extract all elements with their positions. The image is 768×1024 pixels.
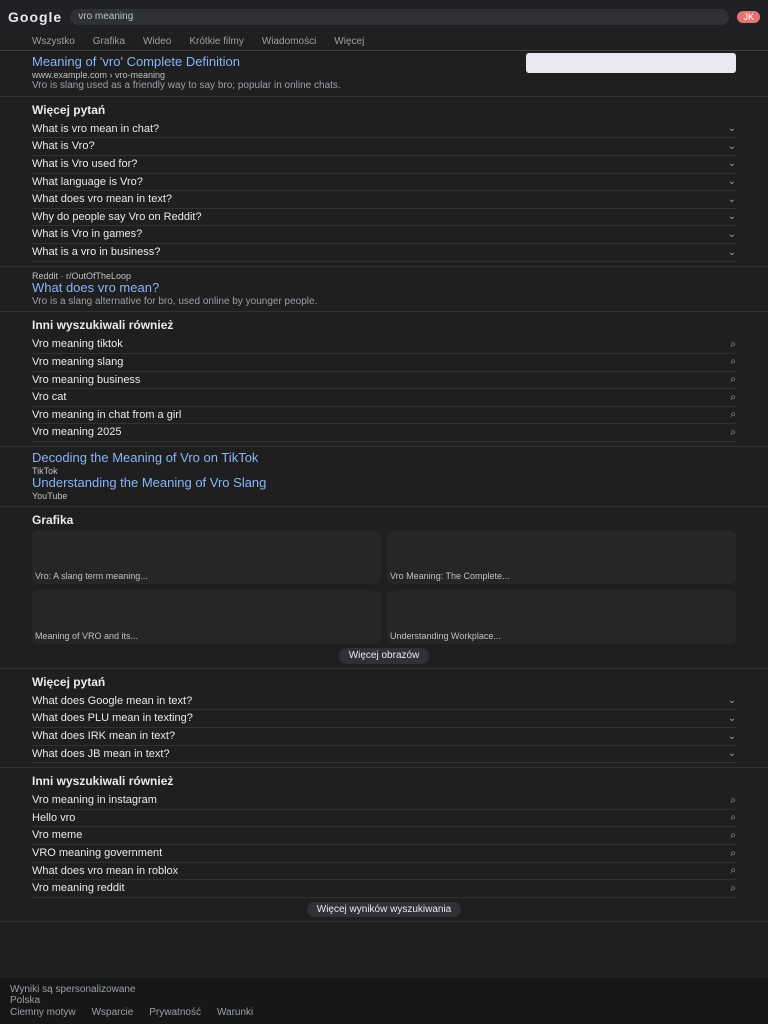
tab-more[interactable]: Więcej (334, 36, 365, 48)
video-title[interactable]: Decoding the Meaning of Vro on TikTok (32, 450, 259, 466)
paa-item[interactable]: Why do people say Vro on Reddit? ⌄ (32, 209, 736, 227)
paa-item[interactable]: What language is Vro? ⌄ (32, 174, 736, 192)
footer-country: Polska (10, 995, 41, 1006)
search-icon: ⌕ (730, 409, 736, 421)
footer-note: Wyniki są spersonalizowane (10, 983, 136, 995)
result-thumbnail[interactable] (526, 53, 736, 73)
paa-item[interactable]: What is vro mean in chat? ⌄ (32, 121, 736, 139)
image-card[interactable]: Understanding Workplace... (387, 590, 736, 644)
result-url[interactable]: www.example.com › vro-meaning (32, 69, 166, 80)
related-item[interactable]: Vro meaning in chat from a girl ⌕ (32, 407, 736, 425)
video-results (0, 447, 768, 507)
chevron-down-icon: ⌄ (727, 712, 736, 724)
tab-news[interactable]: Wiadomości (261, 36, 317, 48)
footer-link[interactable]: Wsparcie (91, 1006, 134, 1018)
more-images-button[interactable]: Więcej obrazów (339, 648, 430, 664)
image-results (0, 507, 768, 669)
chevron-down-icon: ⌄ (727, 211, 736, 223)
paa-item[interactable]: What does vro mean in text? ⌄ (32, 191, 736, 209)
search-icon: ⌕ (730, 338, 736, 350)
search-icon: ⌕ (730, 829, 736, 841)
search-icon: ⌕ (730, 865, 736, 877)
footer-link[interactable]: Warunki (216, 1006, 254, 1018)
paa-item[interactable]: What is a vro in business? ⌄ (32, 244, 736, 262)
related-heading: Inni wyszukiwali również (32, 774, 174, 789)
image-card[interactable]: Vro: A slang term meaning... (32, 530, 381, 584)
people-also-ask-1 (0, 97, 768, 267)
chevron-down-icon: ⌄ (727, 748, 736, 760)
tab-all[interactable]: Wszystko (32, 36, 75, 48)
paa-item[interactable]: What does Google mean in text? ⌄ (32, 693, 736, 711)
result-source[interactable]: Reddit · r/OutOfTheLoop (32, 270, 132, 281)
chevron-down-icon: ⌄ (727, 158, 736, 170)
related-item[interactable]: Vro meme ⌕ (32, 827, 736, 845)
paa-item[interactable]: What does PLU mean in texting? ⌄ (32, 710, 736, 728)
image-card[interactable]: Meaning of VRO and its... (32, 590, 381, 644)
related-item[interactable]: Vro meaning 2025 ⌕ (32, 424, 736, 442)
video-source[interactable]: TikTok (32, 466, 58, 477)
search-input[interactable]: vro meaning (70, 9, 729, 25)
related-searches-2 (0, 768, 768, 922)
avatar[interactable]: JK (737, 11, 760, 23)
related-item[interactable]: Hello vro ⌕ (32, 810, 736, 828)
video-title[interactable]: Understanding the Meaning of Vro Slang (32, 475, 267, 491)
result-snippet: Vro is slang used as a friendly way to say bro; popular in online chats. (32, 80, 341, 92)
tab-images[interactable]: Grafika (92, 36, 126, 48)
result-snippet: Vro is a slang alternative for bro, used online by younger people. (32, 295, 318, 307)
chevron-down-icon: ⌄ (727, 730, 736, 742)
paa-item[interactable]: What does JB mean in text? ⌄ (32, 746, 736, 764)
search-icon: ⌕ (730, 427, 736, 439)
tabs-bar (0, 34, 768, 51)
video-source[interactable]: YouTube (32, 491, 68, 502)
search-icon: ⌕ (730, 847, 736, 859)
chevron-down-icon: ⌄ (727, 246, 736, 258)
related-item[interactable]: Vro meaning slang ⌕ (32, 354, 736, 372)
chevron-down-icon: ⌄ (727, 140, 736, 152)
image-card[interactable]: Vro Meaning: The Complete... (387, 530, 736, 584)
search-icon: ⌕ (730, 882, 736, 894)
chevron-down-icon: ⌄ (727, 123, 736, 135)
related-item[interactable]: Vro meaning tiktok ⌕ (32, 336, 736, 354)
header (0, 0, 768, 34)
related-item[interactable]: Vro meaning reddit ⌕ (32, 880, 736, 898)
result-title[interactable]: Meaning of 'vro' Complete Definition (32, 54, 241, 69)
people-also-ask-2 (0, 669, 768, 768)
related-item[interactable]: Vro meaning business ⌕ (32, 372, 736, 390)
search-icon: ⌕ (730, 374, 736, 386)
related-item[interactable]: VRO meaning government ⌕ (32, 845, 736, 863)
tab-shorts[interactable]: Krótkie filmy (189, 36, 244, 48)
footer-link[interactable]: Prywatność (149, 1006, 201, 1018)
top-result (0, 51, 768, 97)
chevron-down-icon: ⌄ (727, 228, 736, 240)
result-title[interactable]: What does vro mean? (32, 280, 160, 296)
paa-item[interactable]: What is Vro in games? ⌄ (32, 226, 736, 244)
more-results-button[interactable]: Więcej wyników wyszukiwania (307, 902, 461, 918)
search-icon: ⌕ (730, 356, 736, 368)
paa-item[interactable]: What is Vro? ⌄ (32, 138, 736, 156)
chevron-down-icon: ⌄ (727, 193, 736, 205)
related-searches-1 (0, 312, 768, 447)
tab-videos[interactable]: Wideo (143, 36, 172, 48)
search-icon: ⌕ (730, 794, 736, 806)
search-icon: ⌕ (730, 391, 736, 403)
reddit-result (0, 267, 768, 313)
search-icon: ⌕ (730, 812, 736, 824)
paa-item[interactable]: What is Vro used for? ⌄ (32, 156, 736, 174)
footer (0, 978, 768, 1024)
paa-item[interactable]: What does IRK mean in text? ⌄ (32, 728, 736, 746)
paa-heading: Więcej pytań (32, 102, 106, 117)
chevron-down-icon: ⌄ (727, 695, 736, 707)
footer-link[interactable]: Ciemny motyw (10, 1006, 76, 1018)
paa-heading: Więcej pytań (32, 674, 106, 689)
related-item[interactable]: Vro cat ⌕ (32, 389, 736, 407)
chevron-down-icon: ⌄ (727, 176, 736, 188)
related-item[interactable]: What does vro mean in roblox ⌕ (32, 863, 736, 881)
related-heading: Inni wyszukiwali również (32, 318, 174, 333)
images-heading: Grafika (32, 512, 74, 527)
google-logo[interactable]: Google (8, 8, 63, 25)
related-item[interactable]: Vro meaning in instagram ⌕ (32, 792, 736, 810)
